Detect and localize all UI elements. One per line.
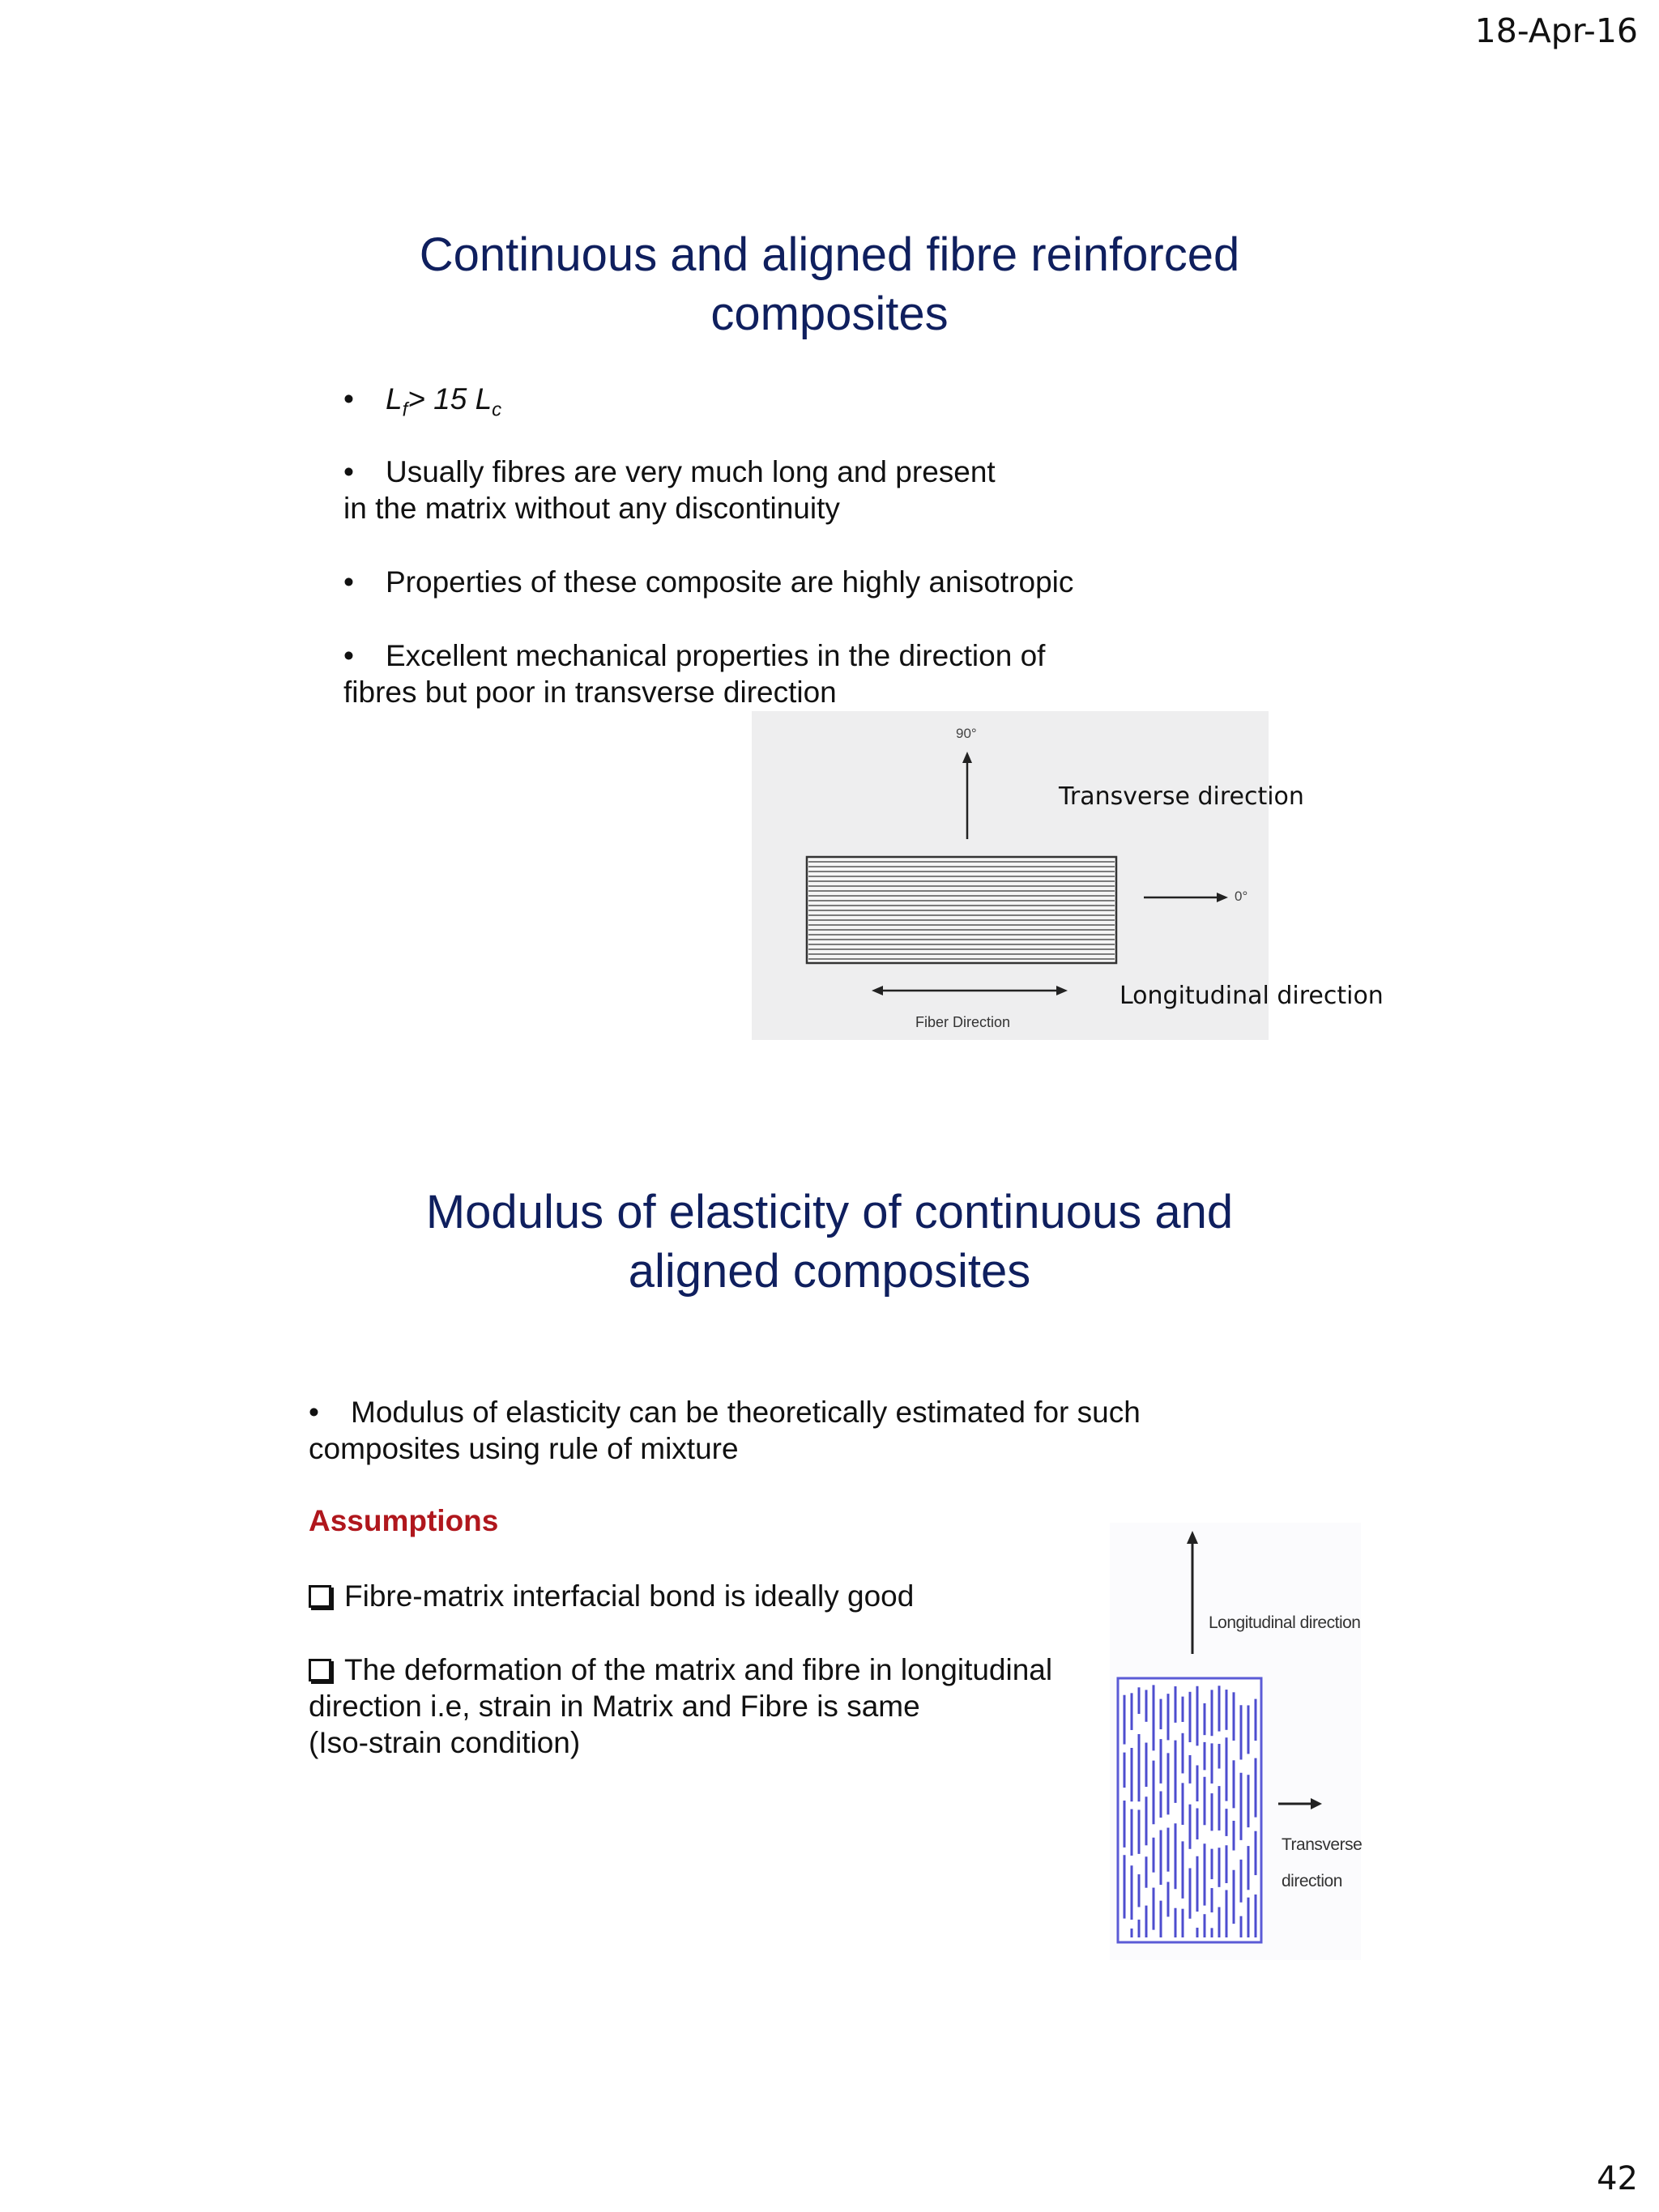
fig2-transverse-label-1: Transverse: [1282, 1835, 1363, 1854]
arrow-0-head: [1217, 893, 1228, 902]
slide1-bullet-4-line1: Excellent mechanical properties in the direction of: [386, 639, 1046, 672]
assumption-1: Fibre-matrix interfacial bond is ideally good: [309, 1578, 914, 1614]
slide1-bullet-4-line2: fibres but poor in transverse direction: [343, 676, 837, 709]
iso-strain-svg: [1110, 1523, 1361, 1960]
slide1-bullet-2-line1: Usually fibres are very much long and present: [386, 455, 996, 488]
slide1-bullet-1: • $L_f> 15$ $L_c$: [343, 382, 502, 421]
slide1-bullet-4: • Excellent mechanical properties in the direction of fibres but poor in transverse direction: [343, 639, 1046, 709]
assumptions-heading: Assumptions: [309, 1504, 499, 1537]
fiber-direction-label: Fiber Direction: [915, 1014, 1011, 1030]
assumption-2: [309, 1652, 1052, 1761]
assumption-2-line2: direction i.e, strain in Matrix and Fibre is same: [309, 1690, 920, 1723]
longitudinal-direction-label: Longitudinal direction: [1120, 982, 1384, 1010]
slide2-bullet-1: • Modulus of elasticity can be theoretically estimated for such composites using rule of mixture: [309, 1396, 1141, 1465]
checkbox-icon: [309, 1585, 331, 1608]
angle-90-label: 90°: [956, 726, 977, 741]
slide1-title-line2: composites: [710, 288, 949, 340]
slide2-bullet-1-line1: Modulus of elasticity can be theoretically estimated for such: [351, 1396, 1141, 1429]
fiber-direction-arrow-right: [1056, 986, 1068, 995]
page-number: 42: [1597, 2160, 1638, 2197]
arrow-90-head: [962, 752, 972, 763]
slide1-bullet-2-line2: in the matrix without any discontinuity: [343, 492, 840, 525]
slide2-bullet-1-line2: composites using rule of mixture: [309, 1432, 739, 1465]
transverse-direction-label: Transverse direction: [1059, 782, 1304, 811]
fig2-longitudinal-label: Longitudinal direction: [1209, 1613, 1361, 1632]
transverse-arrow-head: [1311, 1798, 1322, 1809]
fig2-transverse-label-2: direction: [1282, 1872, 1342, 1890]
slide1-bullet-2: • Usually fibres are very much long and present in the matrix without any discontinuity: [343, 455, 996, 525]
iso-strain-figure: [1110, 1523, 1361, 1960]
slide-date: 18-Apr-16: [1474, 11, 1638, 50]
fiber-lines: [808, 862, 1115, 959]
fiber-direction-arrow-left: [872, 986, 883, 995]
slide2-title: [0, 1183, 1659, 1301]
assumption-2-line1: The deformation of the matrix and fibre in longitudinal: [344, 1653, 1053, 1686]
slide1-title-line1: Continuous and aligned fibre reinforced: [419, 228, 1240, 281]
slide1-title: [0, 225, 1659, 343]
checkbox-icon: [309, 1659, 331, 1681]
assumption-2-line3: (Iso-strain condition): [309, 1726, 581, 1759]
slide2-title-line2: aligned composites: [628, 1245, 1031, 1298]
slide2-title-line1: Modulus of elasticity of continuous and: [425, 1186, 1234, 1238]
longitudinal-arrow-head: [1187, 1531, 1198, 1544]
slide1-bullet-3: • Properties of these composite are highly anisotropic: [343, 565, 1074, 599]
subscript-f: f: [402, 399, 408, 421]
angle-0-label: 0°: [1235, 889, 1248, 904]
subscript-c: c: [492, 399, 502, 421]
